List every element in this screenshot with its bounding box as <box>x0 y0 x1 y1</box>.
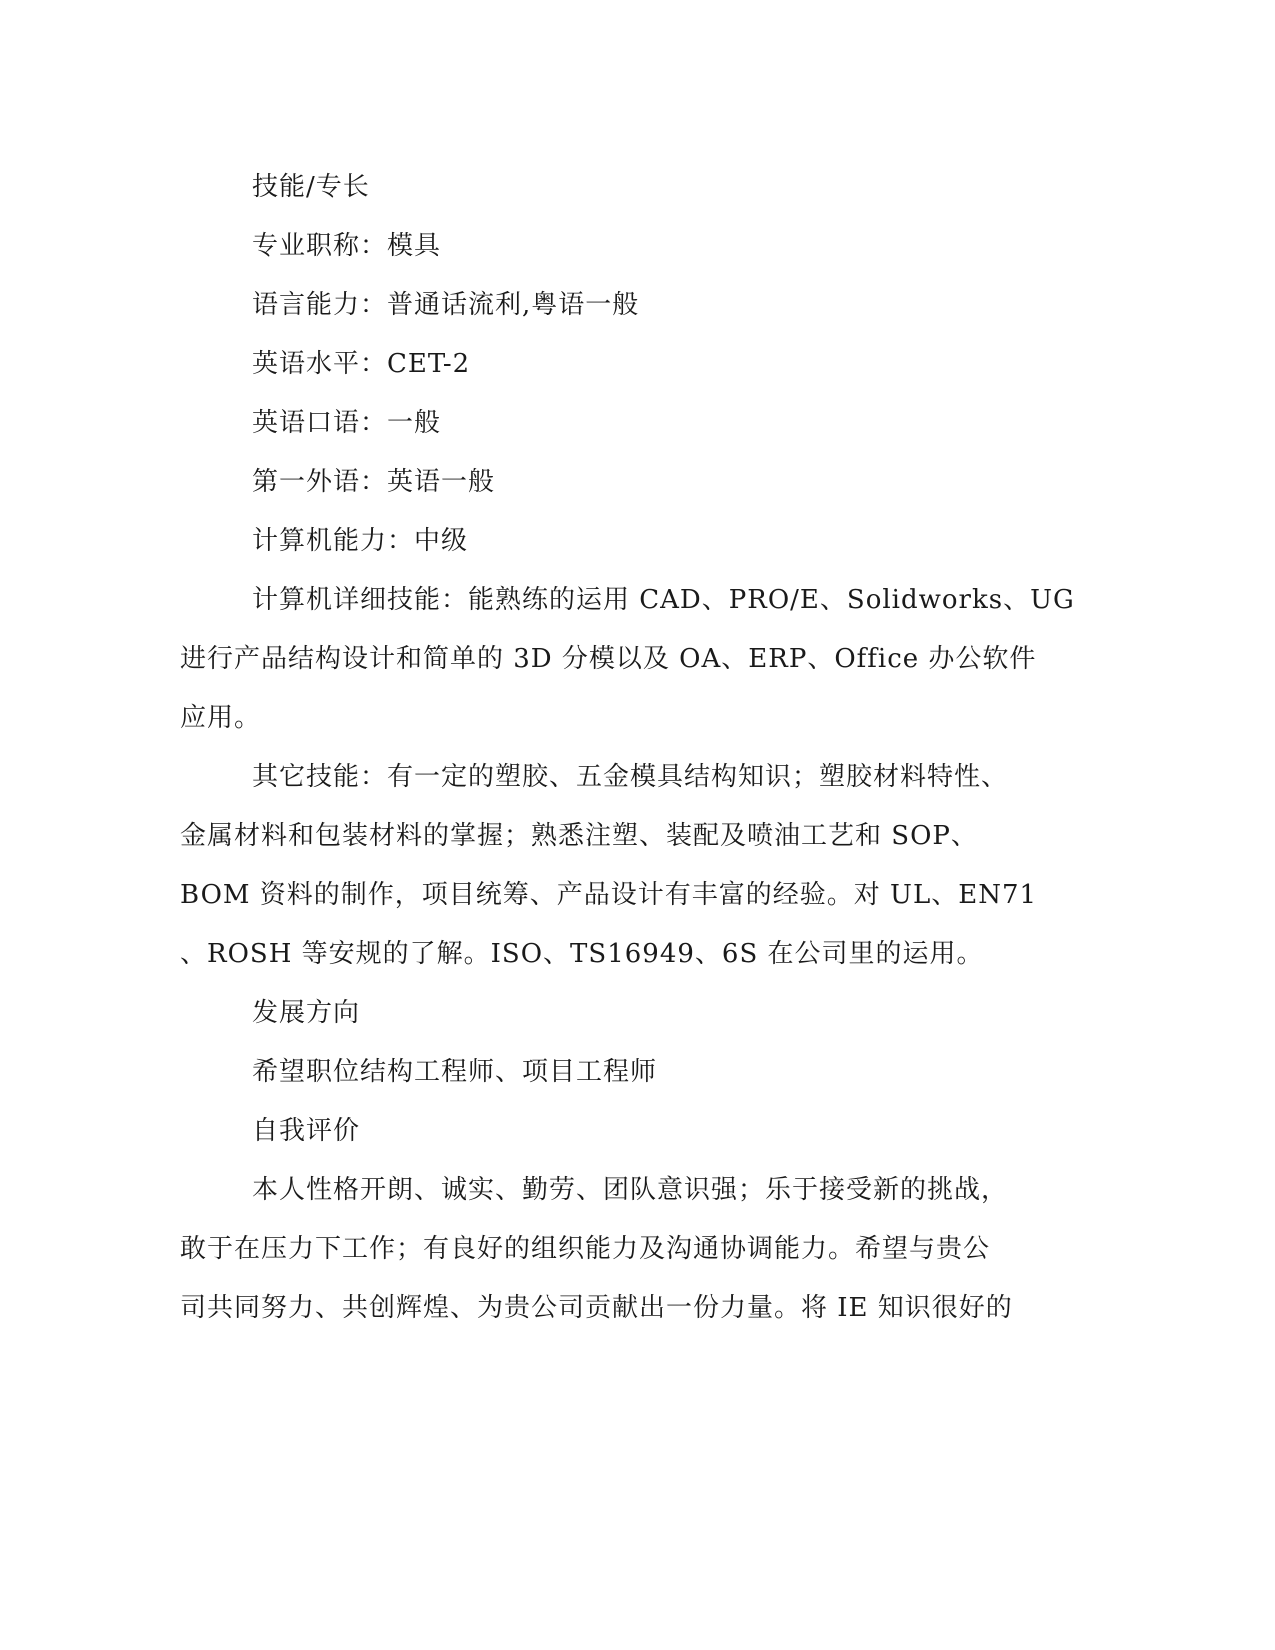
paragraph-line: 计算机详细技能：能熟练的运用 CAD、PRO/E、Solidworks、UG <box>252 585 1075 615</box>
paragraph-line: 敢于在压力下工作；有良好的组织能力及沟通协调能力。希望与贵公 <box>180 1234 991 1264</box>
computer-skills-paragraph <box>180 571 1075 748</box>
paragraph-line: 应用。 <box>180 703 262 733</box>
document-body <box>180 158 1075 1338</box>
paragraph-line: 本人性格开朗、诚实、勤劳、团队意识强；乐于接受新的挑战， <box>252 1175 1009 1205</box>
paragraph-line: 进行产品结构设计和简单的 3D 分模以及 OA、ERP、Office 办公软件 <box>180 644 1037 674</box>
paragraph-line: 、ROSH 等安规的了解。ISO、TS16949、6S 在公司里的运用。 <box>180 939 984 969</box>
language-ability: 语言能力：普通话流利,粤语一般 <box>252 290 640 320</box>
skills-heading: 技能/专长 <box>252 172 370 202</box>
paragraph-line: 金属材料和包装材料的掌握；熟悉注塑、装配及喷油工艺和 SOP、 <box>180 821 978 851</box>
professional-title: 专业职称：模具 <box>252 231 442 261</box>
development-heading: 发展方向 <box>252 998 361 1028</box>
other-skills-paragraph <box>180 748 1040 984</box>
paragraph-line: 司共同努力、共创辉煌、为贵公司贡献出一份力量。将 IE 知识很好的 <box>180 1293 1013 1323</box>
self-evaluation-heading: 自我评价 <box>252 1116 361 1146</box>
english-oral: 英语口语：一般 <box>252 408 442 438</box>
self-evaluation-paragraph <box>180 1161 1040 1338</box>
desired-position: 希望职位结构工程师、项目工程师 <box>252 1057 658 1087</box>
paragraph-line: 其它技能：有一定的塑胶、五金模具结构知识；塑胶材料特性、 <box>252 762 1009 792</box>
first-foreign-language: 第一外语：英语一般 <box>252 467 496 497</box>
paragraph-line: BOM 资料的制作，项目统筹、产品设计有丰富的经验。对 UL、EN71 <box>180 880 1038 910</box>
computer-ability: 计算机能力：中级 <box>252 526 469 556</box>
english-level: 英语水平：CET-2 <box>252 349 471 379</box>
